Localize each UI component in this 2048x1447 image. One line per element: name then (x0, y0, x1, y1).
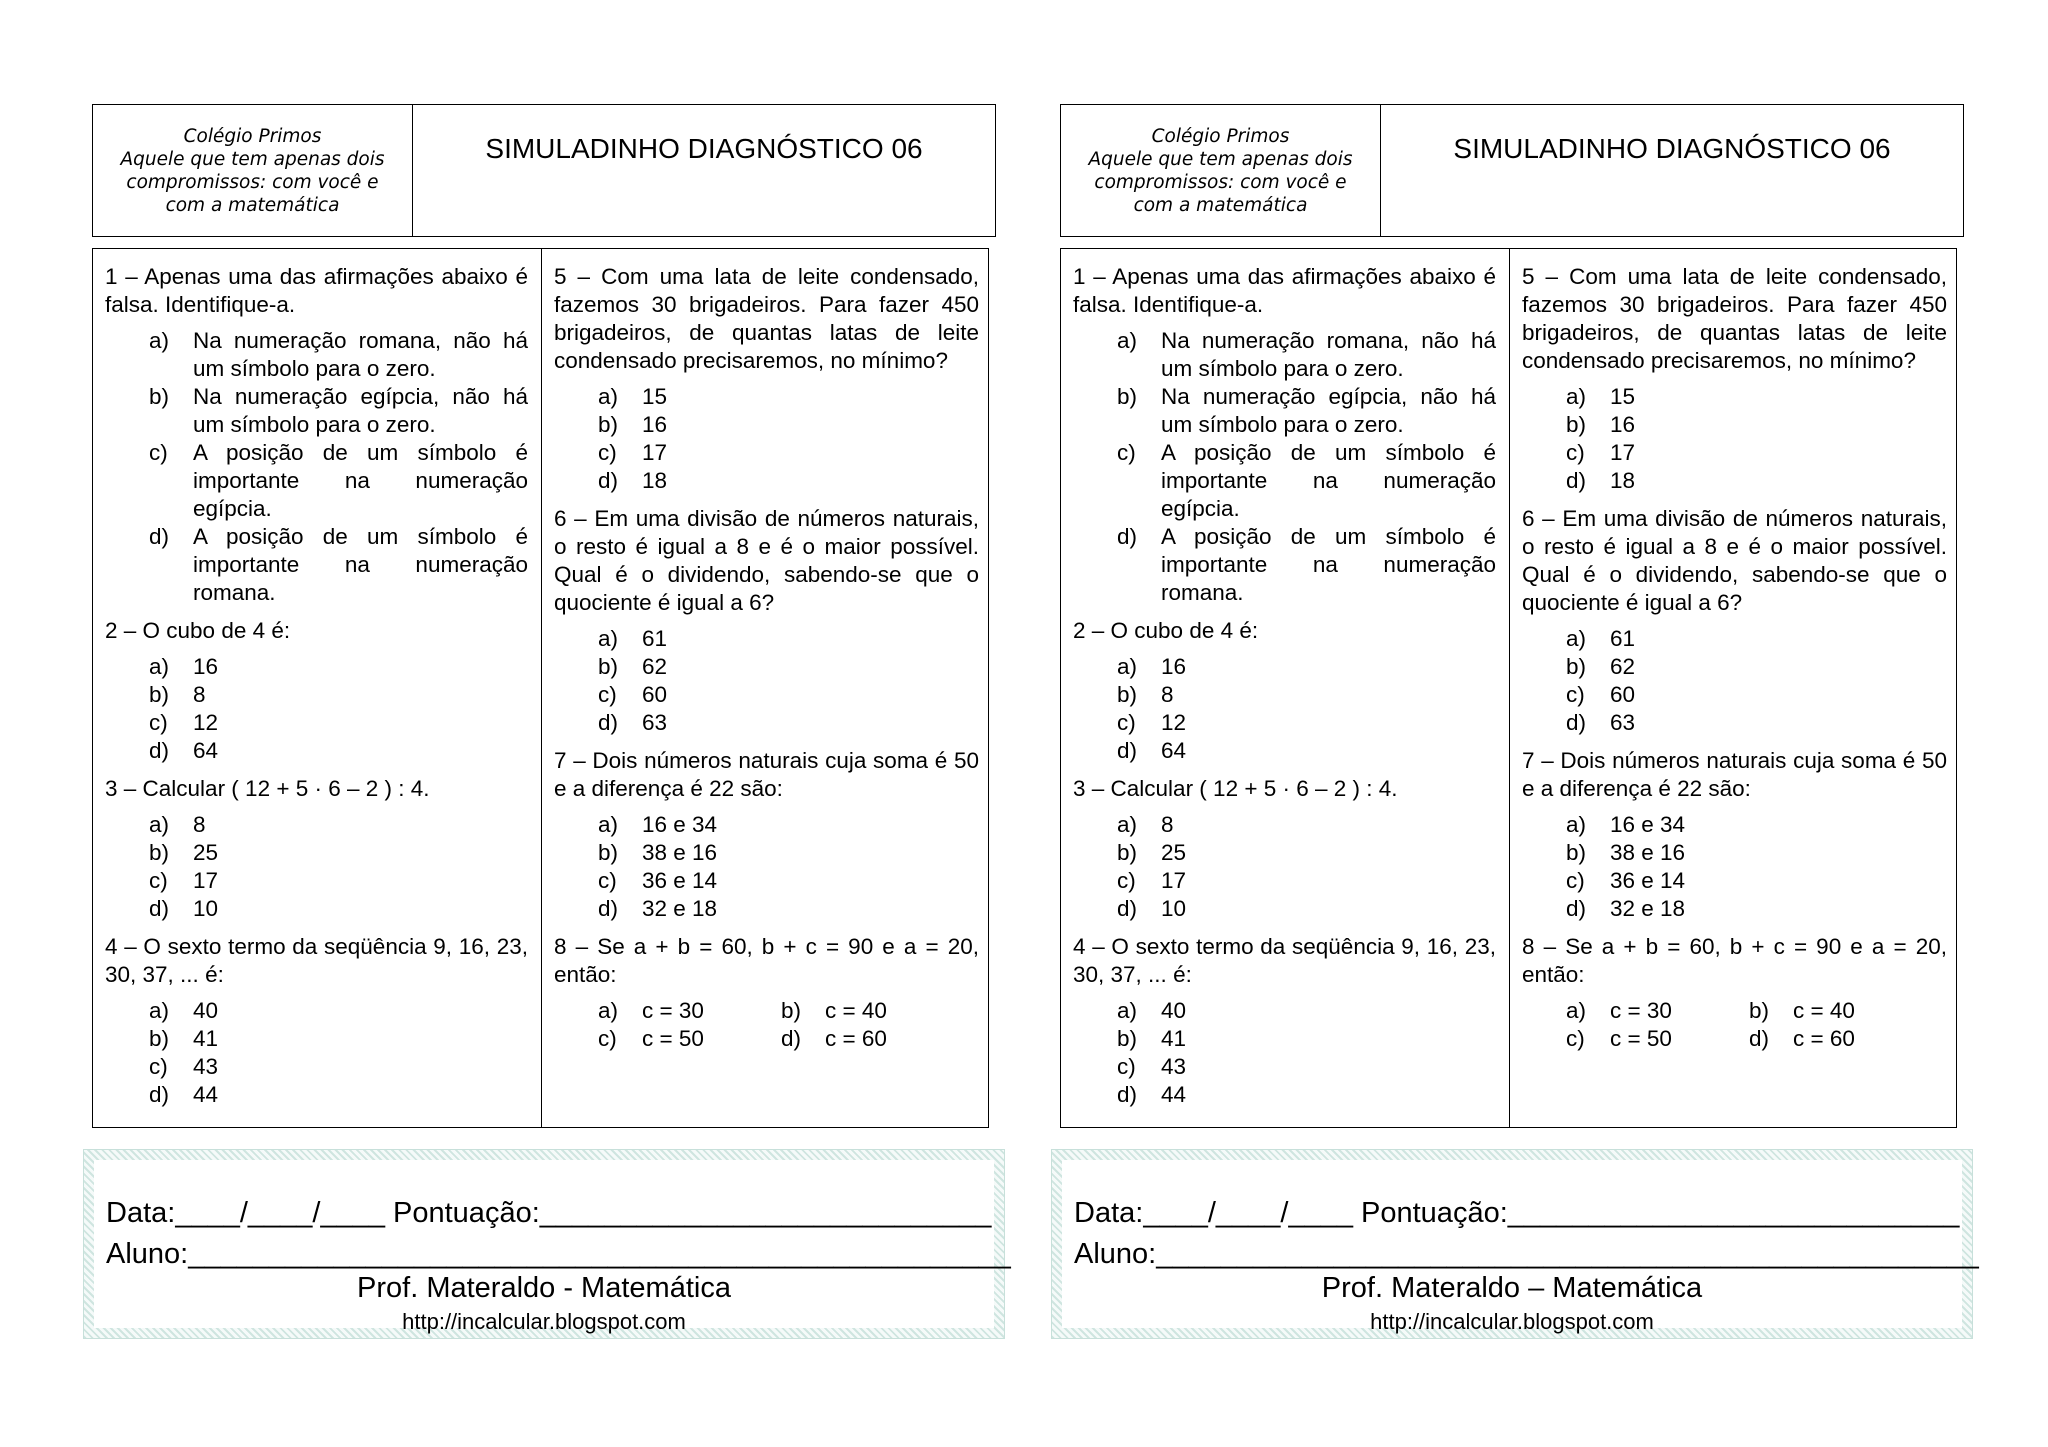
student-info-box (1052, 1150, 1979, 1338)
option: b) 62 (598, 654, 668, 679)
question-4: 4 – O sexto termo da seqüência 9, 16, 23, 30, 37, ... é: (105, 934, 528, 987)
option: b) 62 (1566, 654, 1636, 679)
option: a) 40 (149, 998, 219, 1023)
school-block (1061, 105, 1381, 236)
option: c) 17 (598, 440, 668, 465)
school-motto-line: com a matemática (165, 194, 340, 216)
school-motto-line: compromissos: com você e (1094, 171, 1347, 193)
option: b) Na numeração egípcia, não há um símbolo para o zero. (1117, 384, 1496, 437)
question-1-options (1073, 327, 1496, 607)
option: d) 10 (1117, 896, 1187, 921)
option: b) Na numeração egípcia, não há um símbolo para o zero. (149, 384, 528, 437)
question-7-options (554, 811, 979, 923)
option: b) 38 e 16 (598, 840, 718, 865)
option: c) 60 (598, 682, 668, 707)
column-divider (1509, 249, 1510, 1127)
student-name-line: Aluno:___________________________________________________ (1074, 1238, 1979, 1270)
school-motto-line: compromissos: com você e (126, 171, 379, 193)
option: d) 18 (598, 468, 668, 493)
question-6-options (1522, 625, 1947, 737)
school-motto-line: Aquele que tem apenas dois (120, 148, 385, 170)
question-4: 4 – O sexto termo da seqüência 9, 16, 23, 30, 37, ... é: (1073, 934, 1496, 987)
exam-sheet-right (1060, 104, 1984, 1334)
question-1-options (105, 327, 528, 607)
option: b) 25 (149, 840, 219, 865)
teacher-name: Prof. Materaldo – Matemática (1321, 1272, 1703, 1304)
question-2: 2 – O cubo de 4 é: (105, 618, 291, 643)
exam-header (92, 104, 996, 237)
option: a) 61 (1566, 626, 1636, 651)
option: b) c = 40 (1749, 998, 1855, 1023)
question-3: 3 – Calcular ( 12 + 5 · 6 – 2 ) : 4. (1073, 776, 1398, 801)
option: d) c = 60 (781, 1026, 887, 1051)
option: d) 32 e 18 (598, 896, 718, 921)
option: c) 43 (149, 1054, 219, 1079)
option: b) 16 (1566, 412, 1636, 437)
option: a) 61 (598, 626, 668, 651)
option: d) 18 (1566, 468, 1636, 493)
option: d) A posição de um símbolo é importante na numeração romana. (1117, 524, 1496, 605)
option: a) 8 (149, 812, 206, 837)
question-4-options (105, 997, 528, 1109)
exam-title: SIMULADINHO DIAGNÓSTICO 06 (1453, 133, 1891, 164)
question-5-options (1522, 383, 1947, 495)
option: d) 44 (149, 1082, 219, 1107)
question-7-options (1522, 811, 1947, 923)
question-5: 5 – Com uma lata de leite condensado, fazemos 30 brigadeiros. Para fazer 450 brigadeiros, de quantas latas de leite condensado precisaremos, no mínimo? (554, 264, 979, 373)
option: a) c = 30 (598, 998, 704, 1023)
date-score-line: Data:____/____/____ Pontuação:____________________________ (106, 1197, 992, 1229)
question-5: 5 – Com uma lata de leite condensado, fazemos 30 brigadeiros. Para fazer 450 brigadeiros, de quantas latas de leite condensado precisaremos, no mínimo? (1522, 264, 1947, 373)
question-6: 6 – Em uma divisão de números naturais, o resto é igual a 8 e é o maior possível. Qual é o dividendo, sabendo-se que o quociente é igual a 6? (1522, 506, 1947, 615)
question-8-options (1522, 997, 1947, 1053)
option: d) 63 (598, 710, 668, 735)
school-name: Colégio Primos (1151, 125, 1290, 147)
option: b) 8 (1117, 682, 1174, 707)
questions-box (1060, 248, 1957, 1128)
option: d) A posição de um símbolo é importante na numeração romana. (149, 524, 528, 605)
option: d) 44 (1117, 1082, 1187, 1107)
option: a) 16 e 34 (598, 812, 718, 837)
option: a) 8 (1117, 812, 1174, 837)
question-6: 6 – Em uma divisão de números naturais, o resto é igual a 8 e é o maior possível. Qual é o dividendo, sabendo-se que o quociente é igual a 6? (554, 506, 979, 615)
exam-sheet-left (92, 104, 1016, 1334)
question-8-options (554, 997, 979, 1053)
option: d) 64 (149, 738, 219, 763)
option: c) 12 (1117, 710, 1187, 735)
option: b) c = 40 (781, 998, 887, 1023)
student-name-line: Aluno:___________________________________________________ (106, 1238, 1011, 1270)
questions-column-2 (554, 263, 979, 1053)
questions-box (92, 248, 989, 1128)
questions-column-1 (1073, 263, 1496, 1119)
exam-header (1060, 104, 1964, 237)
question-3-options (105, 811, 528, 923)
school-motto-line: com a matemática (1133, 194, 1308, 216)
question-2-options (105, 653, 528, 765)
question-7: 7 – Dois números naturais cuja soma é 50 e a diferença é 22 são: (1522, 748, 1947, 801)
option: d) 63 (1566, 710, 1636, 735)
option: c) A posição de um símbolo é importante na numeração egípcia. (149, 440, 528, 521)
question-3-options (1073, 811, 1496, 923)
option: d) c = 60 (1749, 1026, 1855, 1051)
option: a) 16 e 34 (1566, 812, 1686, 837)
option: a) 15 (1566, 384, 1636, 409)
column-divider (541, 249, 542, 1127)
option: d) 64 (1117, 738, 1187, 763)
option: b) 41 (149, 1026, 219, 1051)
option: b) 41 (1117, 1026, 1187, 1051)
question-7: 7 – Dois números naturais cuja soma é 50 e a diferença é 22 são: (554, 748, 979, 801)
option: d) 32 e 18 (1566, 896, 1686, 921)
blog-url: http://incalcular.blogspot.com (402, 1309, 686, 1334)
option: a) 16 (149, 654, 219, 679)
option: c) A posição de um símbolo é importante na numeração egípcia. (1117, 440, 1496, 521)
option: a) 40 (1117, 998, 1187, 1023)
date-score-line: Data:____/____/____ Pontuação:____________________________ (1074, 1197, 1960, 1229)
school-block (93, 105, 413, 236)
option: c) 17 (1117, 868, 1187, 893)
question-8: 8 – Se a + b = 60, b + c = 90 e a = 20, então: (554, 934, 979, 987)
option: a) 16 (1117, 654, 1187, 679)
question-2-options (1073, 653, 1496, 765)
option: c) 36 e 14 (598, 868, 718, 893)
option: c) 17 (1566, 440, 1636, 465)
option: a) 15 (598, 384, 668, 409)
school-name: Colégio Primos (183, 125, 322, 147)
option: c) 36 e 14 (1566, 868, 1686, 893)
question-1: 1 – Apenas uma das afirmações abaixo é falsa. Identifique-a. (1073, 264, 1496, 317)
exam-title: SIMULADINHO DIAGNÓSTICO 06 (485, 133, 923, 164)
question-2: 2 – O cubo de 4 é: (1073, 618, 1259, 643)
school-motto-line: Aquele que tem apenas dois (1088, 148, 1353, 170)
blog-url: http://incalcular.blogspot.com (1370, 1309, 1654, 1334)
option: c) 43 (1117, 1054, 1187, 1079)
option: a) c = 30 (1566, 998, 1672, 1023)
option: b) 25 (1117, 840, 1187, 865)
option: a) Na numeração romana, não há um símbolo para o zero. (149, 328, 528, 381)
student-info-box (84, 1150, 1011, 1338)
question-1: 1 – Apenas uma das afirmações abaixo é falsa. Identifique-a. (105, 264, 528, 317)
question-5-options (554, 383, 979, 495)
option: b) 8 (149, 682, 206, 707)
option: c) c = 50 (1566, 1026, 1672, 1051)
question-8: 8 – Se a + b = 60, b + c = 90 e a = 20, então: (1522, 934, 1947, 987)
option: c) 60 (1566, 682, 1636, 707)
option: c) 17 (149, 868, 219, 893)
option: b) 38 e 16 (1566, 840, 1686, 865)
question-4-options (1073, 997, 1496, 1109)
questions-column-2 (1522, 263, 1947, 1053)
question-6-options (554, 625, 979, 737)
question-3: 3 – Calcular ( 12 + 5 · 6 – 2 ) : 4. (105, 776, 430, 801)
questions-column-1 (105, 263, 528, 1119)
teacher-name: Prof. Materaldo - Matemática (357, 1272, 731, 1304)
option: c) c = 50 (598, 1026, 704, 1051)
option: a) Na numeração romana, não há um símbolo para o zero. (1117, 328, 1496, 381)
option: b) 16 (598, 412, 668, 437)
option: d) 10 (149, 896, 219, 921)
option: c) 12 (149, 710, 219, 735)
